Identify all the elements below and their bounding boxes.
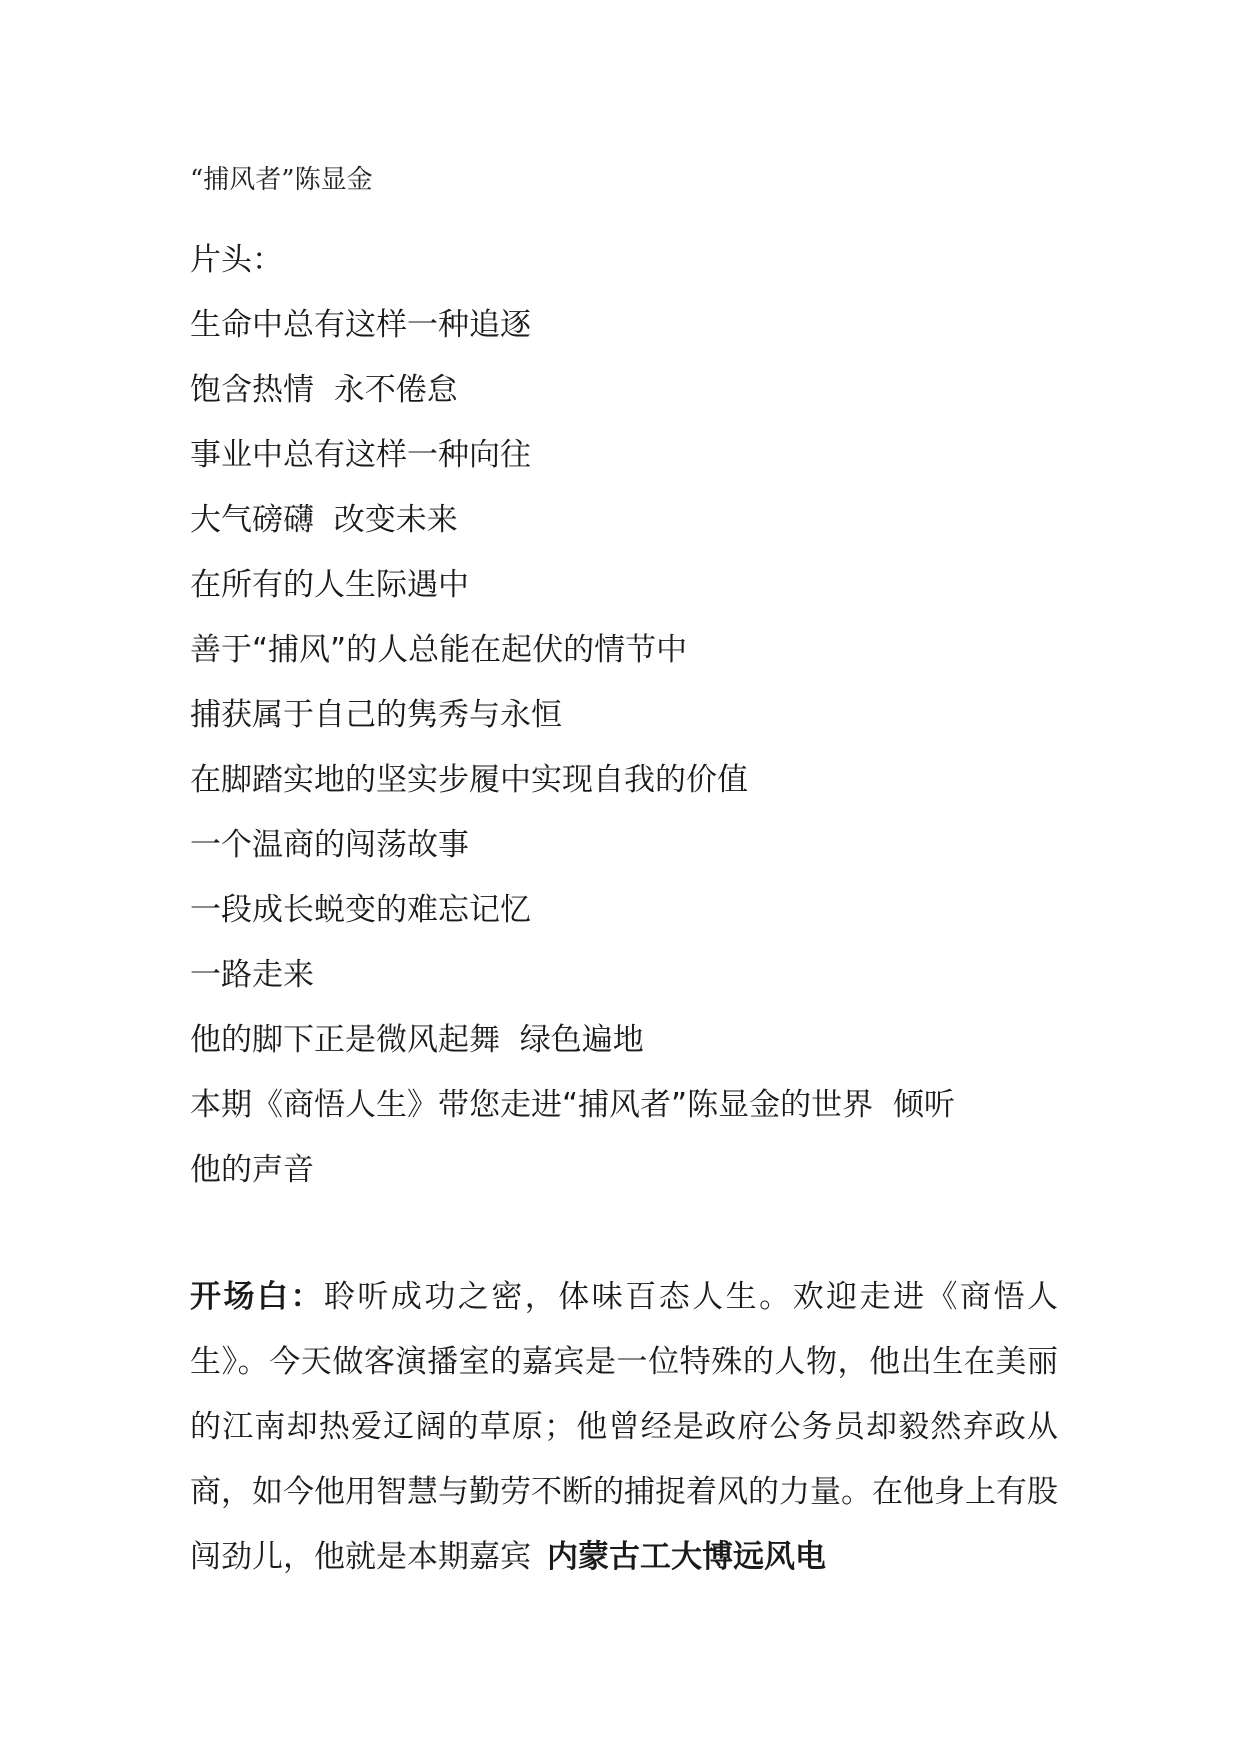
opening-text: 聆听成功之密，体味百态人生。欢迎走进《商悟人生》。今天做客演播室的嘉宾是一位特殊的人物，他出生在美丽的江南却热爱辽阔的草原；他曾经是政府公务员却毅然弃政从商，如今他用智慧与勤劳不断的捕捉着风的力量。在他身上有股闯劲儿，他就是本期嘉宾 [190, 1279, 1058, 1575]
opening-paragraph [190, 1265, 1058, 1590]
opening-label: 开场白： [190, 1279, 324, 1315]
intro-line: 一个温商的闯荡故事 [190, 827, 469, 863]
intro-line: 一路走来 [190, 957, 314, 993]
intro-line: 事业中总有这样一种向往 [190, 437, 531, 473]
intro-line: 一段成长蜕变的难忘记忆 [190, 892, 531, 928]
intro-line: 捕获属于自己的隽秀与永恒 [190, 697, 562, 733]
intro-line: 善于“捕风”的人总能在起伏的情节中 [190, 632, 688, 668]
intro-line: 在所有的人生际遇中 [190, 567, 469, 603]
intro-section [190, 228, 1070, 1203]
intro-line: 他的脚下正是微风起舞 绿色遍地 [190, 1022, 644, 1058]
intro-line: 本期《商悟人生》带您走进“捕风者”陈显金的世界 倾听 [190, 1087, 955, 1123]
intro-line: 在脚踏实地的坚实步履中实现自我的价值 [190, 762, 748, 798]
intro-label: 片头： [190, 242, 283, 278]
intro-line: 饱含热情 永不倦怠 [190, 372, 458, 408]
intro-line: 生命中总有这样一种追逐 [190, 307, 531, 343]
intro-line: 他的声音 [190, 1152, 314, 1188]
intro-line: 大气磅礴 改变未来 [190, 502, 458, 538]
guest-name: 内蒙古工大博远风电 [547, 1539, 826, 1575]
document-title: “捕风者”陈显金 [190, 165, 373, 195]
